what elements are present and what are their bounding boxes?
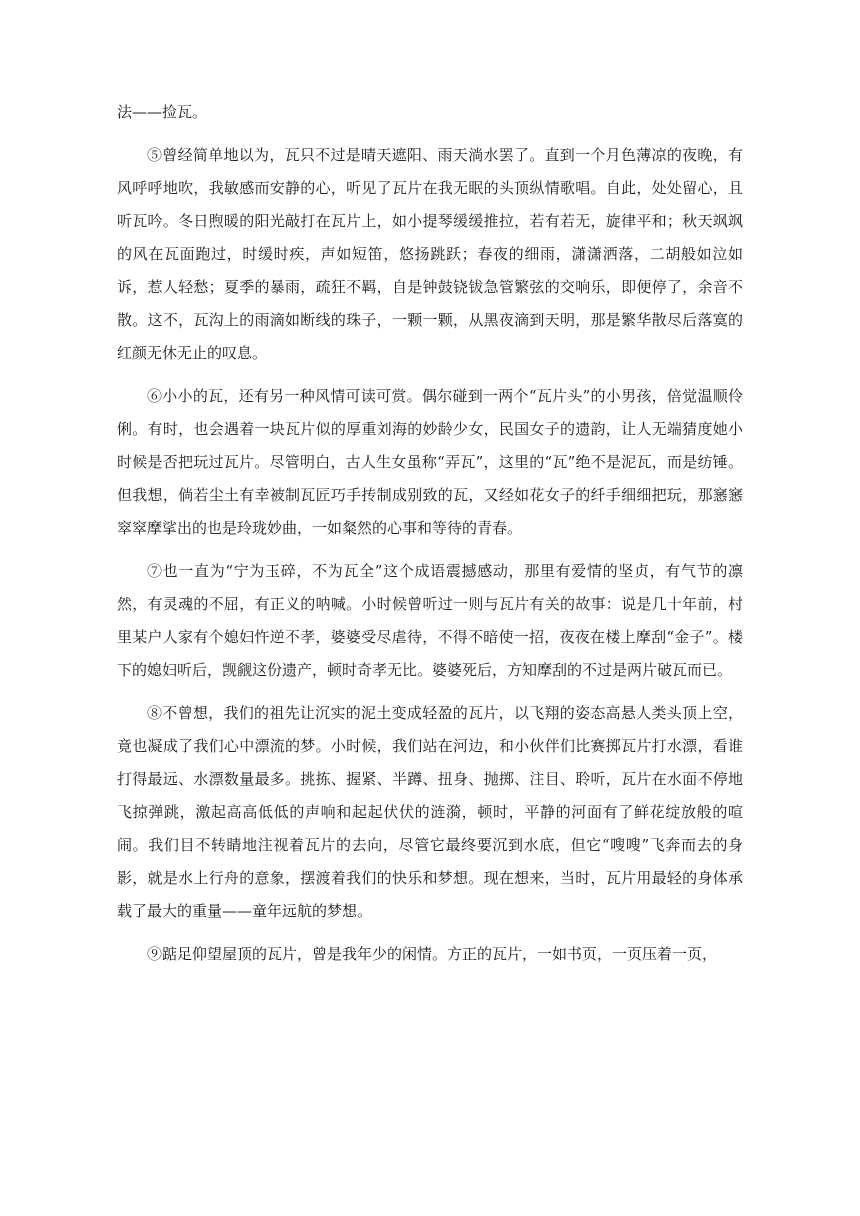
paragraph-7: ⑦也一直为“宁为玉碎，不为瓦全”这个成语震撼感动，那里有爱情的坚贞，有气节的凛然，有灵魂的不屈，有正义的呐喊。小时候曾听过一则与瓦片有关的故事：说是几十年前，村里某户人家有个媳妇忤逆不孝，婆婆受尽虐待，不得不暗使一招，夜夜在楼上摩刮“金子”。楼下的媳妇听后，觊觎这份遗产，顿时奇孝无比。婆婆死后，方知摩刮的不过是两片破瓦而已。 [117, 562, 743, 679]
paragraph-6: ⑥小小的瓦，还有另一种风情可读可赏。偶尔碰到一两个“瓦片头”的小男孩，倍觉温顺伶俐。有时，也会遇着一块瓦片似的厚重刘海的妙龄少女，民国女子的遗韵，让人无端猜度她小时候是否把玩过瓦片。尽管明白，古人生女虽称“弄瓦”，这里的“瓦”绝不是泥瓦，而是纺锤。但我想，倘若尘土有幸被制瓦匠巧手抟制成别致的瓦，又经如花女子的纤手细细把玩，那窸窸窣窣摩挲出的也是玲珑妙曲，一如粲然的心事和等待的青春。 [117, 387, 743, 537]
paragraph-8: ⑧不曾想，我们的祖先让沉实的泥土变成轻盈的瓦片，以飞翔的姿态高悬人类头顶上空，竟也凝成了我们心中漂流的梦。小时候，我们站在河边，和小伙伴们比赛掷瓦片打水漂，看谁打得最远、水漂数量最多。挑拣、握紧、半蹲、扭身、抛掷、注目、聆听，瓦片在水面不停地飞掠弹跳，激起高高低低的声响和起起伏伏的涟漪，顿时，平静的河面有了鲜花绽放般的喧闹。我们目不转睛地注视着瓦片的去向，尽管它最终要沉到水底，但它“嗖嗖”飞奔而去的身影，就是水上行舟的意象，摆渡着我们的快乐和梦想。现在想来，当时，瓦片用最轻的身体承载了最大的重量——童年远航的梦想。 [117, 704, 743, 920]
article-body [117, 96, 743, 981]
paragraph-5: ⑤曾经简单地以为，瓦只不过是晴天遮阳、雨天淌水罢了。直到一个月色薄凉的夜晚，有风呼呼地吹，我敏感而安静的心，听见了瓦片在我无眠的头顶纵情歌唱。自此，处处留心，且听瓦吟。冬日煦暖的阳光敲打在瓦片上，如小提琴缓缓推拉，若有若无，旋律平和；秋天飒飒的风在瓦面跑过，时缓时疾，声如短笛，悠扬跳跃；春夜的细雨，潇潇洒落，二胡般如泣如诉，惹人轻愁；夏季的暴雨，疏狂不羁，自是钟鼓铙钹急管繁弦的交响乐，即便停了，余音不散。这不，瓦沟上的雨滴如断线的珠子，一颗一颗，从黑夜滴到天明，那是繁华散尽后落寞的红颜无休无止的叹息。 [117, 146, 743, 362]
paragraph-continuation: 法——捡瓦。 [117, 103, 208, 121]
paragraph-9: ⑨踮足仰望屋顶的瓦片，曾是我年少的闲情。方正的瓦片，一如书页，一页压着一页， [147, 945, 718, 963]
